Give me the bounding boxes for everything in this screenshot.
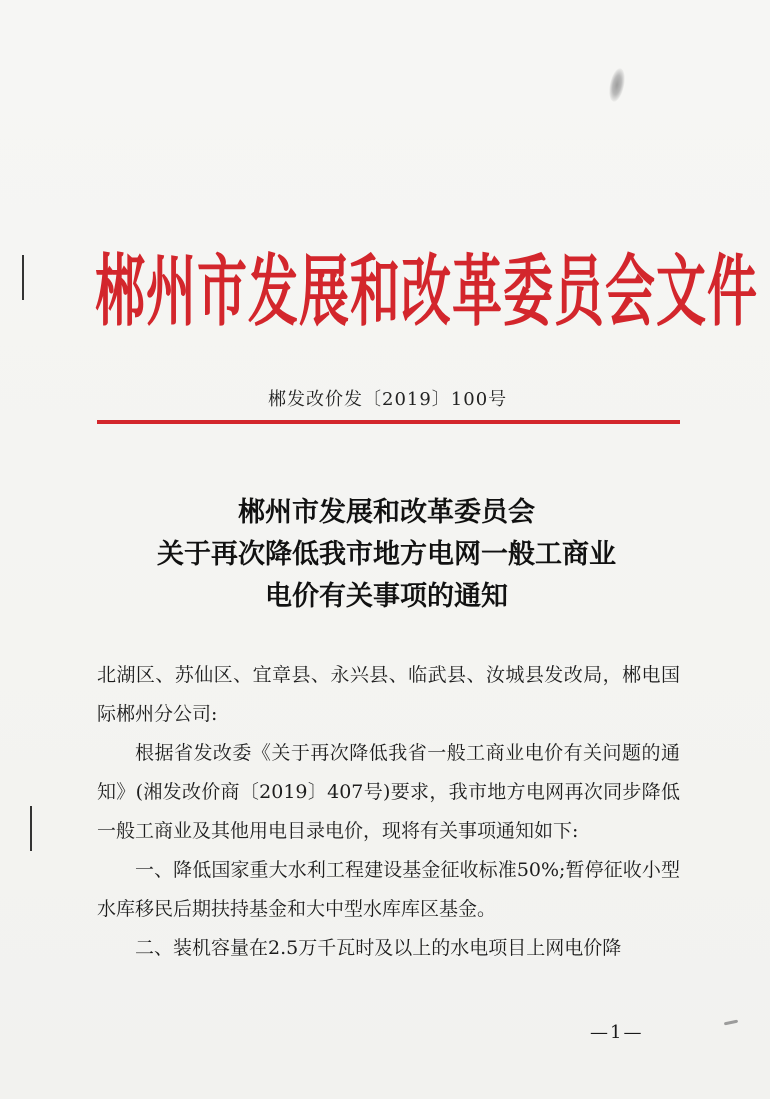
scan-speck — [724, 1020, 738, 1026]
document-number: 郴发改价发〔2019〕100号 — [268, 389, 508, 410]
recipients-line: 北湖区、苏仙区、宜章县、永兴县、临武县、汝城县发改局，郴电国际郴州分公司: — [97, 664, 680, 725]
body-paragraph-2: 一、降低国家重大水利工程建设基金征收标准50%;暂停征收小型水库移民后期扶持基金和大中型水库库区基金。 — [97, 859, 680, 920]
body-paragraph-1: 根据省发改委《关于再次降低我省一般工商业电价有关问题的通知》(湘发改价商〔2019〕407号)要求，我市地方电网再次同步降低一般工商业及其他用电目录电价，现将有关事项通知如下: — [97, 742, 680, 842]
notice-title-line-3: 电价有关事项的通知 — [265, 581, 508, 612]
binding-mark-bottom — [30, 806, 32, 851]
notice-title-line-2: 关于再次降低我市地方电网一般工商业 — [157, 539, 616, 570]
scan-smudge — [607, 67, 628, 103]
red-divider-line — [97, 420, 680, 424]
issuer-header-title: 郴州市发展和改革委员会文件 — [95, 245, 758, 337]
notice-body — [97, 656, 680, 968]
notice-title — [95, 492, 678, 618]
page-number: —1— — [590, 1022, 644, 1043]
notice-title-line-1: 郴州市发展和改革委员会 — [238, 497, 535, 528]
binding-mark-top — [22, 255, 24, 300]
body-paragraph-3: 二、装机容量在2.5万千瓦时及以上的水电项目上网电价降 — [135, 937, 622, 959]
